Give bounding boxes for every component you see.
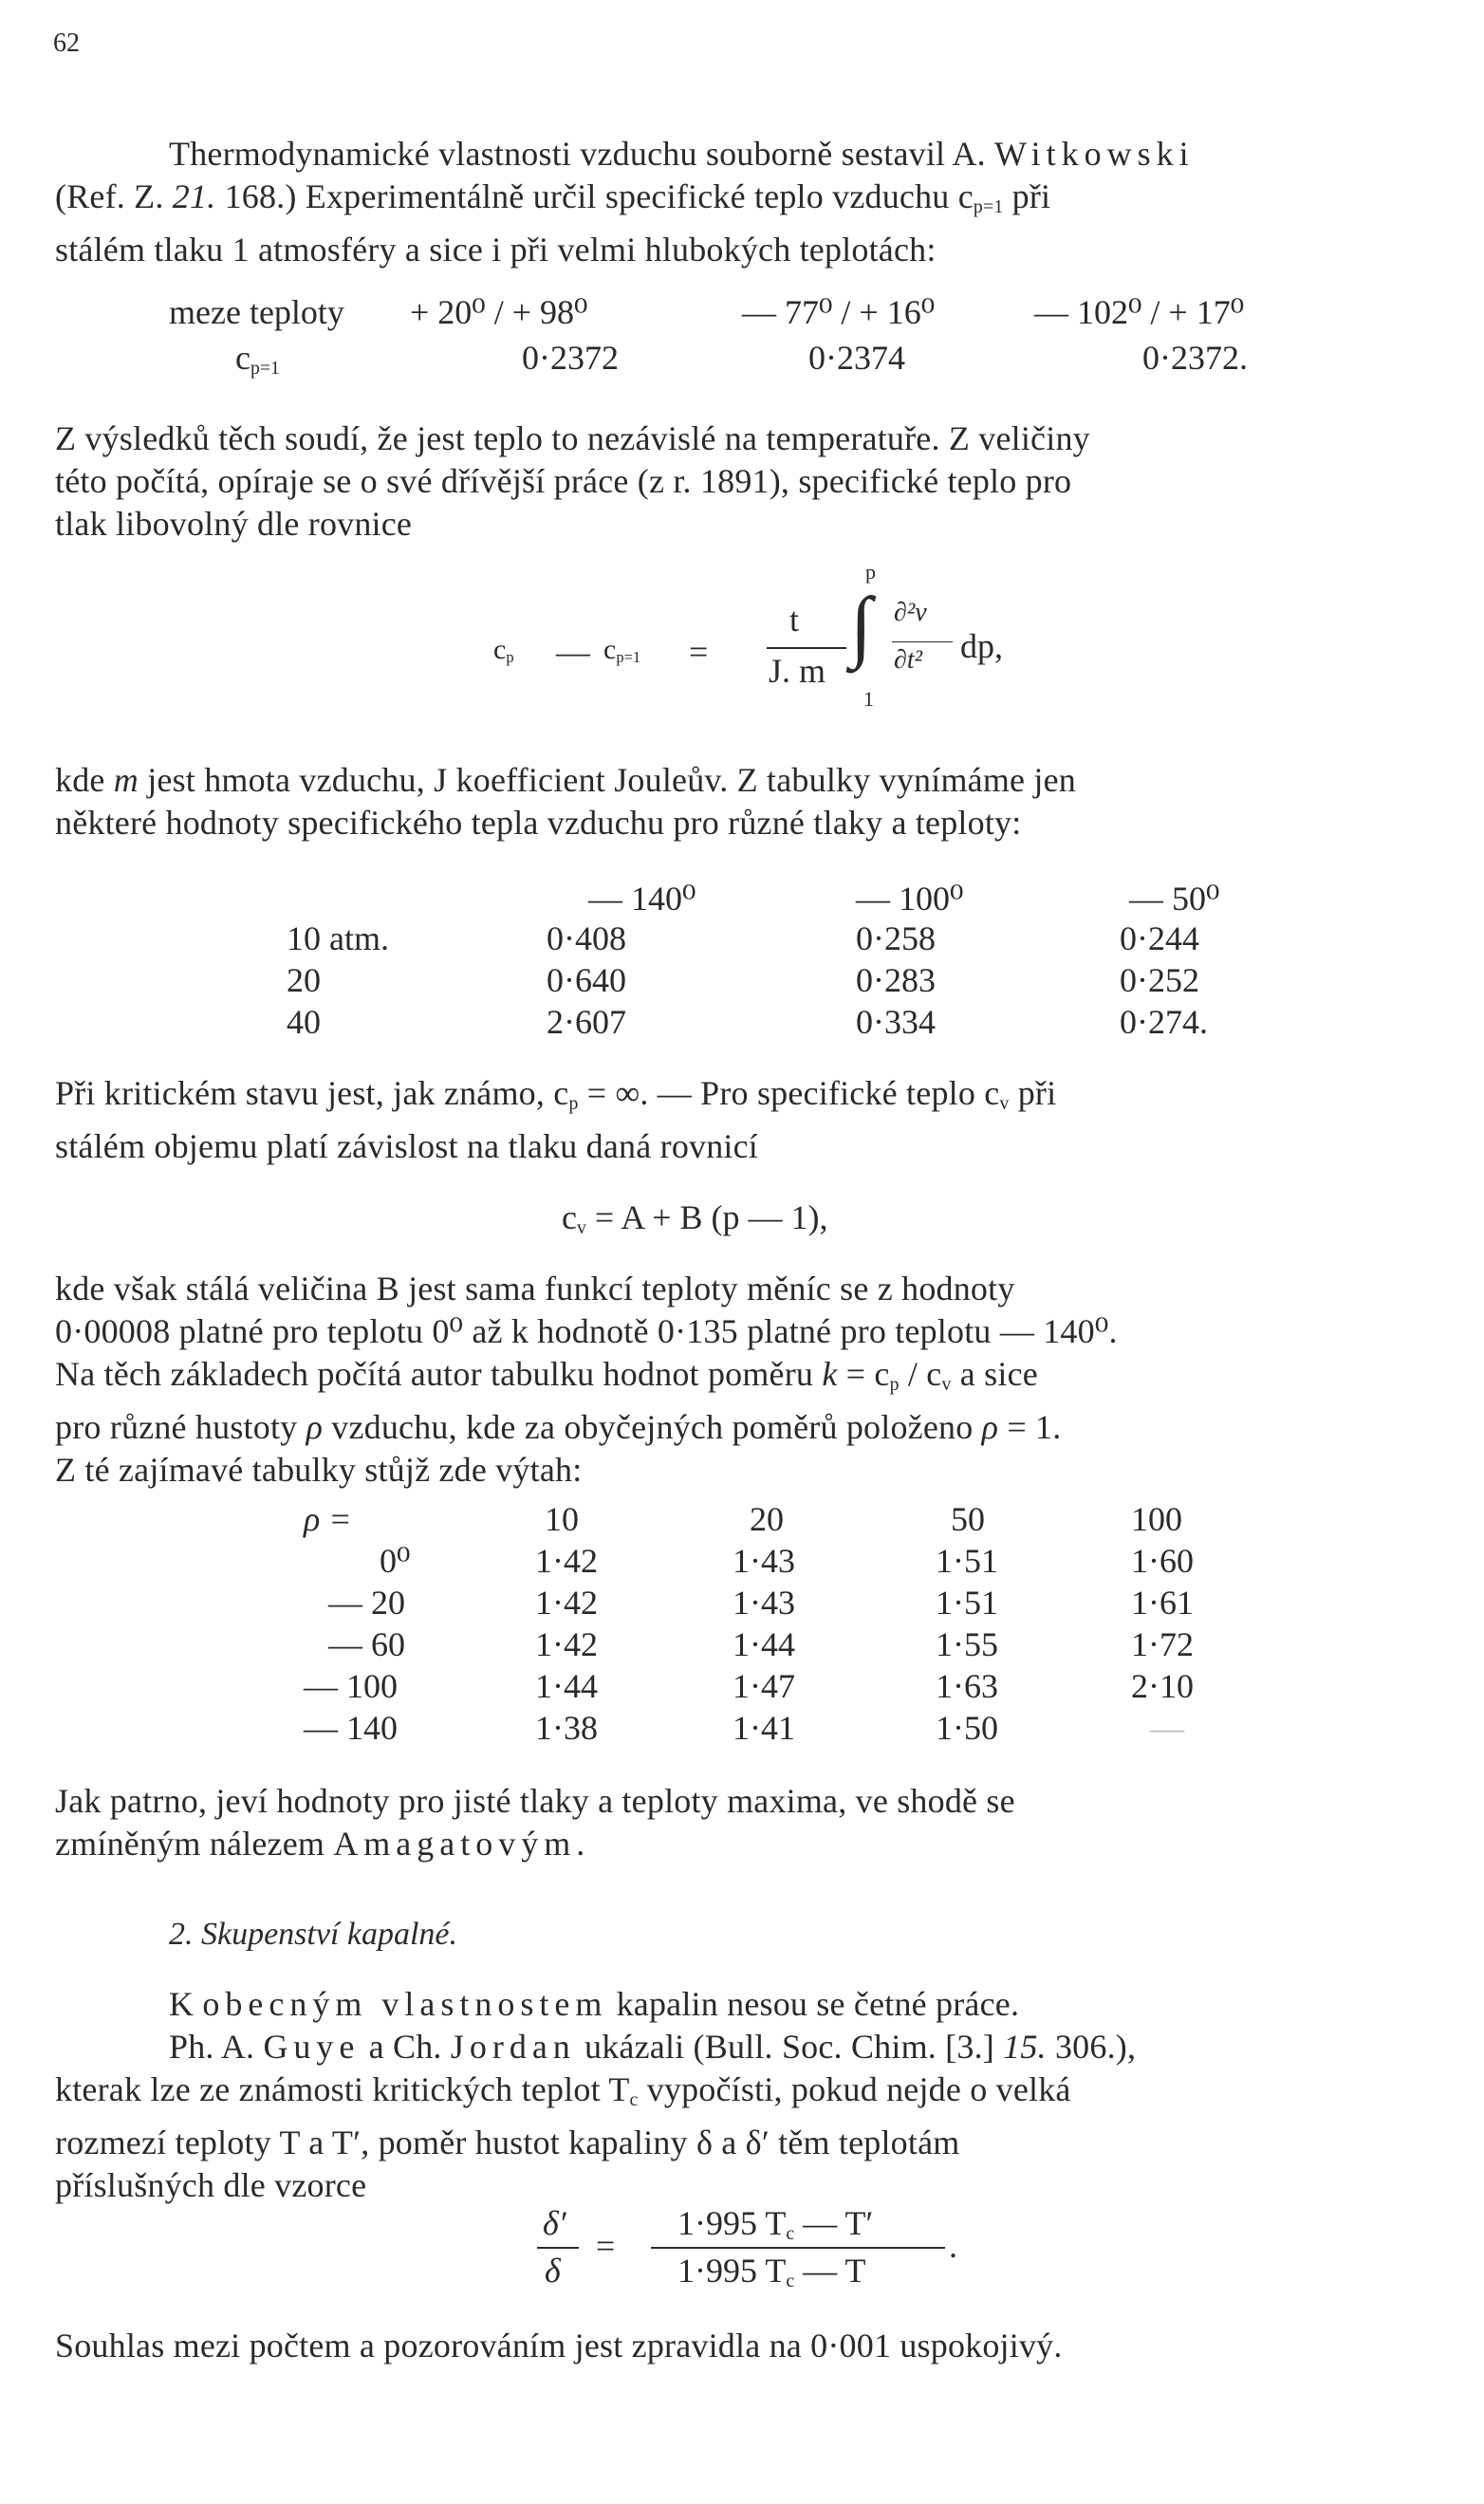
text: Souhlas mezi počtem a pozorováním jest zpravidla na 0·001 uspokojivý. xyxy=(55,2327,1063,2365)
value-cell: 0·2372. xyxy=(1142,339,1248,377)
ref-volume: 21. xyxy=(172,177,216,215)
row-label: — 140 xyxy=(304,1709,398,1747)
text: zmíněným nálezem xyxy=(55,1825,325,1863)
eq-term: 1·995 T xyxy=(677,2252,787,2290)
author-name: Jordan xyxy=(450,2028,576,2066)
text: = 1. xyxy=(1007,1407,1062,1446)
table-cell: 0·258 xyxy=(856,919,936,957)
table-cell: 1·63 xyxy=(936,1667,998,1705)
table-cell: 0·252 xyxy=(1120,961,1199,999)
text: 168.) Experimentálně určil specifické teplo vzduchu xyxy=(224,177,950,215)
table-cell: 0·640 xyxy=(547,961,626,999)
table-cell: 1·72 xyxy=(1131,1625,1194,1663)
fraction-numerator: t xyxy=(789,601,800,639)
table-cell: 1·42 xyxy=(535,1625,598,1663)
row-label: meze teploty xyxy=(169,293,344,331)
text: Z té zajímavé tabulky stůjž zde výtah: xyxy=(55,1450,583,1489)
author-name: Witkowski xyxy=(994,135,1195,173)
table-cell: 0·283 xyxy=(856,961,936,999)
eq-term: — T′ xyxy=(803,2204,874,2242)
derivative-numerator: ∂²v xyxy=(894,598,927,627)
table-cell: 1·41 xyxy=(733,1709,795,1747)
text: Při kritickém stavu jest, jak známo, c xyxy=(55,1074,569,1112)
var-rho: ρ xyxy=(981,1407,999,1446)
text: jest hmota vzduchu, J koefficient Jouleův. Z tabulky vynímáme jen xyxy=(147,761,1076,799)
equation-cp xyxy=(493,560,1158,731)
author-name: Amagatovým. xyxy=(333,1825,591,1863)
column-header: 50 xyxy=(951,1500,985,1538)
fraction-bar xyxy=(537,2247,579,2249)
cp-subscript: p=1 xyxy=(973,195,1004,217)
row-label: — 20 xyxy=(328,1584,405,1622)
text: Ph. A. xyxy=(169,2028,255,2066)
table-cell: 1·50 xyxy=(936,1709,998,1747)
text: příslušných dle vzorce xyxy=(55,2165,367,2204)
emphasis: obecným vlastnostem xyxy=(202,1985,608,2023)
paragraph-7 xyxy=(55,1983,1425,2207)
text: vypočísti, pokud nejde o velká xyxy=(646,2070,1071,2108)
range-cell: — 102⁰ / + 17⁰ xyxy=(1034,293,1245,331)
table-cell: 1·60 xyxy=(1131,1542,1194,1580)
value-cell: 0·2374 xyxy=(808,339,905,377)
table-cell: 1·38 xyxy=(535,1709,598,1747)
fraction-bar xyxy=(651,2247,945,2249)
heat-ratio-table xyxy=(304,1499,1271,1755)
text: Thermodynamické vlastnosti vzduchu souborně sestavil A. xyxy=(169,135,986,173)
table-cell: 0·274. xyxy=(1120,1003,1208,1041)
integral-lower-limit: 1 xyxy=(863,687,874,711)
text: tlak libovolný dle rovnice xyxy=(55,505,413,543)
text: = ∞. — Pro specifické teplo c xyxy=(586,1074,1000,1112)
eq-term: — T xyxy=(803,2252,866,2290)
eq-operator: — xyxy=(556,633,590,671)
text: Jak patrno, jeví hodnoty pro jisté tlaky a teploty maxima, ve shodě se xyxy=(55,1782,1015,1820)
column-header: 10 xyxy=(545,1500,579,1538)
eq-subscript: v xyxy=(576,1216,586,1238)
fraction-bar xyxy=(767,647,846,649)
differential: dp, xyxy=(960,627,1003,665)
equation-cv xyxy=(562,1197,828,1240)
table-cell: 1·51 xyxy=(936,1584,998,1622)
paragraph-5 xyxy=(55,1268,1425,1492)
text: při xyxy=(1011,177,1051,215)
column-header: 100 xyxy=(1131,1500,1182,1538)
var-k: k xyxy=(822,1355,838,1393)
cp-subscript: p xyxy=(568,1092,579,1114)
value-cell: 0·2372 xyxy=(522,339,619,377)
range-cell: + 20⁰ / + 98⁰ xyxy=(410,293,588,331)
paragraph-8 xyxy=(55,2325,1425,2367)
var-m: m xyxy=(113,761,139,799)
cp-symbol: c xyxy=(235,339,250,377)
table-cell: 2·10 xyxy=(1131,1667,1194,1705)
column-header: — 100⁰ xyxy=(856,880,964,918)
text: kde xyxy=(55,761,105,799)
ref-volume: 15. xyxy=(1003,2028,1047,2066)
eq-operator: = xyxy=(689,633,709,671)
text: a sice xyxy=(959,1355,1038,1393)
fraction-denominator: J. m xyxy=(769,652,826,690)
paragraph-4 xyxy=(55,1072,1425,1168)
text: pro různé hustoty xyxy=(55,1407,298,1446)
text: vzduchu, kde za obyčejných poměrů položeno xyxy=(331,1407,974,1446)
fraction-bar xyxy=(892,641,953,642)
integral-sign: ∫ xyxy=(850,582,873,670)
text: = c xyxy=(845,1355,890,1393)
eq-symbol: c xyxy=(562,1198,577,1236)
text: rozmezí teploty T a T′, poměr hustot kapaliny δ a δ′ těm teplotám xyxy=(55,2123,960,2161)
text: Z výsledků těch soudí, že jest teplo to nezávislé na temperatuře. Z veličiny xyxy=(55,419,1090,457)
column-header: — 50⁰ xyxy=(1129,880,1220,918)
text: některé hodnoty specifického tepla vzduchu pro různé tlaky a teploty: xyxy=(55,804,1022,842)
var-rho: ρ xyxy=(306,1407,324,1446)
table-cell: 1·43 xyxy=(733,1584,795,1622)
eq-symbol: c xyxy=(603,634,617,665)
eq-body: = A + B (p — 1), xyxy=(594,1198,828,1236)
text: kde však stálá veličina B jest sama funkcí teploty měníc se z hodnoty xyxy=(55,1270,1015,1308)
table-cell: — xyxy=(1150,1709,1184,1747)
eq-subscript: p=1 xyxy=(616,648,641,667)
table-cell: 2·607 xyxy=(547,1003,626,1041)
range-cell: — 77⁰ / + 16⁰ xyxy=(742,293,936,331)
table-cell: 1·42 xyxy=(535,1584,598,1622)
text: (Ref. Z. xyxy=(55,177,164,215)
eq-subscript: c xyxy=(786,2222,795,2244)
paragraph-3 xyxy=(55,759,1425,844)
cv-subscript: v xyxy=(999,1092,1010,1114)
cp-values-row xyxy=(235,338,1374,380)
paragraph-6 xyxy=(55,1780,1425,1865)
page-number: 62 xyxy=(53,28,80,58)
table-cell: 0·408 xyxy=(547,919,626,957)
table-cell: 0·334 xyxy=(856,1003,936,1041)
specific-heat-table xyxy=(275,879,1262,1049)
row-label: — 100 xyxy=(304,1667,398,1705)
cv-subscript: v xyxy=(941,1373,952,1395)
eq-term: 1·995 T xyxy=(677,2204,787,2242)
table-cell: 1·61 xyxy=(1131,1584,1194,1622)
fraction-numerator: δ′ xyxy=(543,2204,566,2242)
column-header: 20 xyxy=(750,1500,784,1538)
text: kapalin nesou se četné práce. xyxy=(616,1985,1020,2023)
text: ukázali (Bull. Soc. Chim. [3.] xyxy=(584,2028,994,2066)
text: této počítá, opíraje se o své dřívější práce (z r. 1891), specifické teplo pro xyxy=(55,462,1072,500)
author-name: Guye xyxy=(263,2028,361,2066)
text: stálém objemu platí závislost na tlaku daná rovnicí xyxy=(55,1126,759,1165)
table-cell: 1·51 xyxy=(936,1542,998,1580)
text: při xyxy=(1017,1074,1057,1112)
table-cell: 1·47 xyxy=(733,1667,795,1705)
table-cell: 0·244 xyxy=(1120,919,1199,957)
row-label: 0⁰ xyxy=(380,1542,411,1580)
eq-subscript: c xyxy=(786,2270,795,2291)
tc-subscript: c xyxy=(629,2088,639,2110)
equation-density-ratio xyxy=(531,2199,1006,2294)
text: 0·00008 platné pro teplotu 0⁰ až k hodnotě 0·135 platné pro teplotu — 140⁰. xyxy=(55,1312,1118,1350)
text: / c xyxy=(907,1355,942,1393)
text: a Ch. xyxy=(368,2028,442,2066)
text: stálém tlaku 1 atmosféry a sice i při velmi hlubokých teplotách: xyxy=(55,230,937,269)
eq-operator: = xyxy=(596,2227,616,2265)
text: Na těch základech počítá autor tabulku hodnot poměru xyxy=(55,1355,814,1393)
temperature-range-row xyxy=(169,292,1383,335)
fraction-denominator: δ xyxy=(545,2252,561,2290)
cp-subscript: p xyxy=(889,1373,900,1395)
column-header: — 140⁰ xyxy=(588,880,696,918)
table-cell: 1·42 xyxy=(535,1542,598,1580)
table-cell: 1·43 xyxy=(733,1542,795,1580)
derivative-denominator: ∂t² xyxy=(894,645,923,675)
row-label: 10 atm. xyxy=(287,919,389,957)
row-label: 40 xyxy=(287,1003,321,1041)
text: kterak lze ze známosti kritických teplot T xyxy=(55,2070,630,2108)
eq-punctuation: . xyxy=(949,2227,957,2265)
text: 306.), xyxy=(1054,2028,1137,2066)
cp-symbol: c xyxy=(957,177,974,215)
section-heading: 2. Skupenství kapalné. xyxy=(169,1917,458,1952)
row-label: 20 xyxy=(287,961,321,999)
cp-subscript: p=1 xyxy=(250,357,280,379)
eq-subscript: p xyxy=(506,648,514,667)
table-cell: 1·44 xyxy=(733,1625,795,1663)
paragraph-2 xyxy=(55,417,1425,546)
row-label: — 60 xyxy=(328,1625,405,1663)
intro-paragraph xyxy=(55,133,1425,271)
text: K xyxy=(169,1985,195,2023)
rho-label: ρ = xyxy=(304,1500,352,1538)
table-cell: 1·44 xyxy=(535,1667,598,1705)
table-cell: 1·55 xyxy=(936,1625,998,1663)
integral-upper-limit: p xyxy=(865,560,876,584)
eq-symbol: c xyxy=(493,634,507,665)
